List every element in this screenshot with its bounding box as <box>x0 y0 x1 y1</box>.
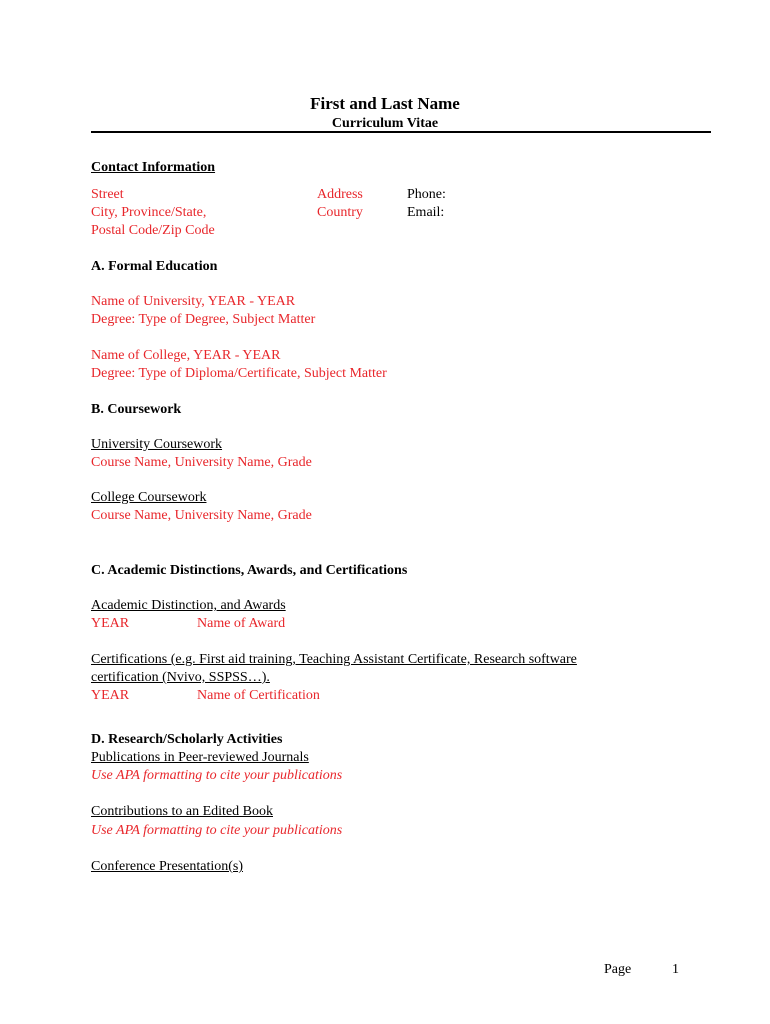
contact-phone: Phone: <box>407 187 446 202</box>
cv-name: First and Last Name <box>310 94 460 113</box>
university-coursework-line: Course Name, University Name, Grade <box>91 455 312 470</box>
header-rule <box>91 131 711 133</box>
contact-country: Country <box>317 205 363 220</box>
awards-title: Academic Distinction, and Awards <box>91 598 286 613</box>
education-entry-2-line1: Name of College, YEAR - YEAR <box>91 348 281 363</box>
publications-title: Publications in Peer-reviewed Journals <box>91 750 309 765</box>
certifications-title-line1: Certifications (e.g. First aid training, Teaching Assistant Certificate, Research software <box>91 652 577 667</box>
cv-subtitle: Curriculum Vitae <box>331 116 439 131</box>
certification-year: YEAR <box>91 688 130 703</box>
conference-title: Conference Presentation(s) <box>91 859 243 874</box>
contact-street: Street <box>91 187 124 202</box>
contact-email: Email: <box>407 205 445 220</box>
coursework-heading: B. Coursework <box>91 402 182 417</box>
award-name: Name of Award <box>197 616 286 631</box>
research-heading: D. Research/Scholarly Activities <box>91 732 283 747</box>
college-coursework-line: Course Name, University Name, Grade <box>91 508 312 523</box>
education-heading: A. Formal Education <box>91 259 218 274</box>
contact-city: City, Province/State, <box>91 205 207 220</box>
college-coursework-title: College Coursework <box>91 490 207 505</box>
contact-postal: Postal Code/Zip Code <box>91 223 215 238</box>
certification-name: Name of Certification <box>197 688 320 703</box>
contact-heading: Contact Information <box>91 160 216 175</box>
edited-book-title: Contributions to an Edited Book <box>91 804 273 819</box>
education-entry-2-line2: Degree: Type of Diploma/Certificate, Subject Matter <box>91 366 387 381</box>
edited-book-note: Use APA formatting to cite your publications <box>91 823 343 838</box>
university-coursework-title: University Coursework <box>91 437 223 452</box>
education-entry-1-line2: Degree: Type of Degree, Subject Matter <box>91 312 316 327</box>
distinctions-heading: C. Academic Distinctions, Awards, and Certifications <box>91 563 408 578</box>
award-year: YEAR <box>91 616 130 631</box>
certifications-title-line2: certification (Nvivo, SSPSS…). <box>91 670 270 685</box>
publications-note: Use APA formatting to cite your publications <box>91 768 343 783</box>
page-label: Page <box>604 962 632 977</box>
education-entry-1-line1: Name of University, YEAR - YEAR <box>91 294 296 309</box>
contact-address: Address <box>317 187 363 202</box>
page-number: 1 <box>672 962 679 977</box>
